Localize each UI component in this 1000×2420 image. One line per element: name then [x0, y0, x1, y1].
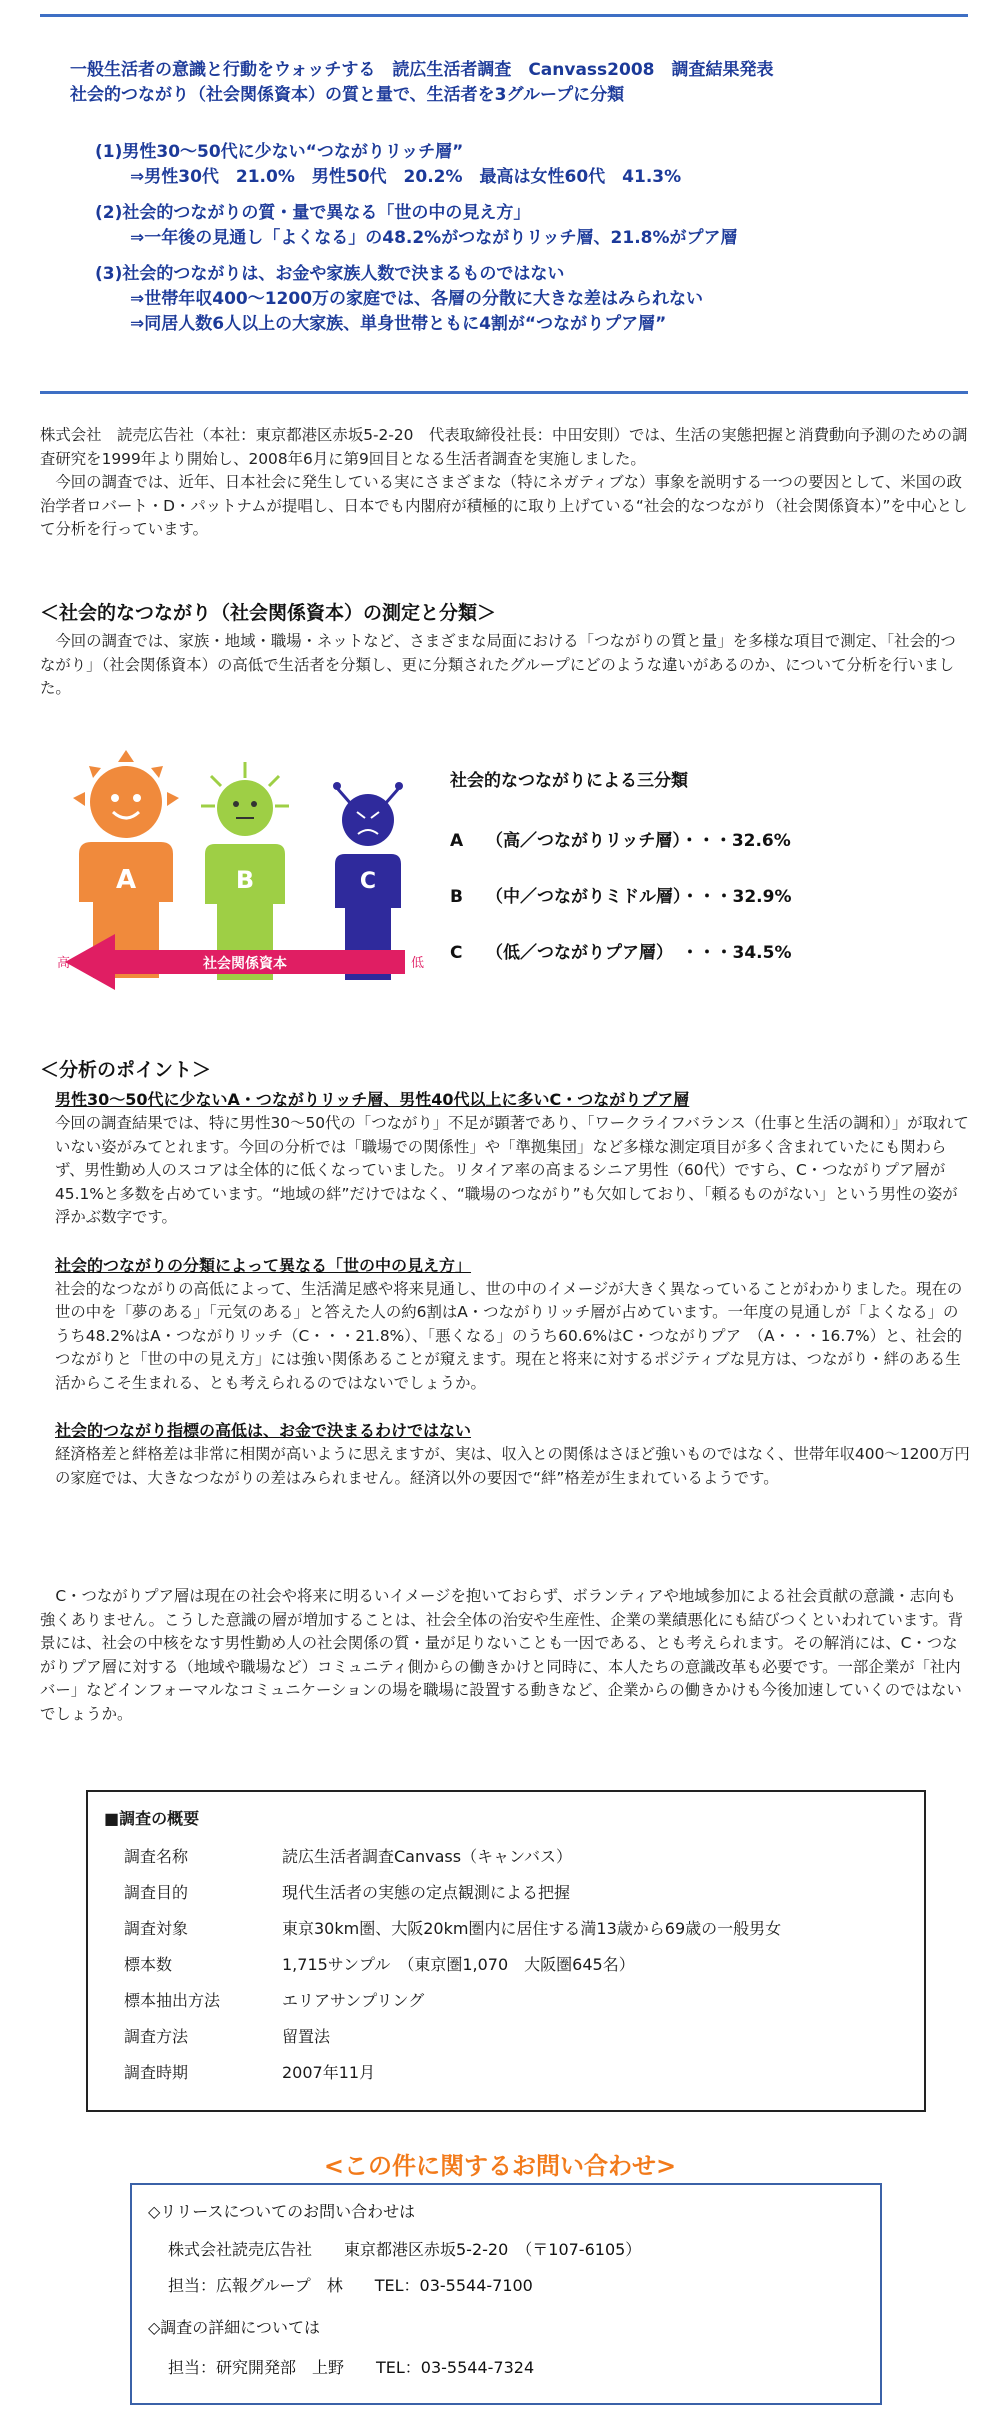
analysis-point-2 — [55, 1254, 970, 1396]
key-point-3 — [95, 262, 975, 337]
closing-text: C・つながりプア層は現在の社会や将来に明るいイメージを抱いておらず、ボランティアや地域参加による社会貢献の意識・志向も強くありません。こうした意識の層が増加することは、社会全体の治安や生産性、企業の業績悪化にも結びつくといわれています。背景には、社会の中核をなす男性勤め人の社会関係の質・量が足りないことも一因である、とも考えられます。その解消には、C・つながりプア層に対する（地域や職場など）コミュニティ側からの働きかけと同時に、本人たちの意識改革も必要です。一部企業が「社内バー」などインフォーマルなコミュニケーションの場を職場に設置する動きなど、企業からの働きかけも今後加速していくのではないでしょうか。 — [40, 1587, 964, 1723]
top-rule — [40, 14, 968, 17]
release-inquiry-heading: ◇リリースについてのお問い合わせは — [148, 2202, 416, 2221]
classification-row-b: B （中／つながりミドル層）・・・32.9% — [450, 887, 792, 907]
key-point-detail: ⇒男性30代 21.0% 男性50代 20.2% 最高は女性60代 41.3% — [130, 167, 682, 187]
inquiry-box — [130, 2183, 882, 2405]
headline-bottom-rule — [40, 391, 968, 394]
analysis-point-body: 経済格差と絆格差は非常に相関が高いように思えますが、実は、収入との関係はさほど強いものではなく、世帯年収400〜1200万円の家庭では、大きなつながりの差はみられません。経済以外の要因で“絆”格差が生まれているようです。 — [55, 1445, 970, 1487]
analysis-point-title: 社会的つながり指標の高低は、お金で決まるわけではない — [55, 1421, 472, 1440]
intro-text — [40, 424, 968, 542]
release-company: 株式会社読売広告社 東京都港区赤坂5-2-20 （〒107-6105） — [168, 2240, 642, 2259]
arrow-label: 社会関係資本 — [203, 956, 287, 972]
key-point-detail: ⇒世帯年収400〜1200万の家庭では、各層の分散に大きな差はみられない — [130, 289, 704, 309]
key-point-title: (3)社会的つながりは、お金や家族人数で決まるものではない — [95, 264, 565, 284]
analysis-point-title: 男性30〜50代に少ないA・つながりリッチ層、男性40代以上に多いC・つながりプア層 — [55, 1090, 690, 1109]
key-point-detail: ⇒一年後の見通し「よくなる」の48.2%がつながりリッチ層、21.8%がプア層 — [130, 228, 738, 248]
headline-line-1: 一般生活者の意識と行動をウォッチする 読広生活者調査 Canvass2008 調査結果発表 — [70, 60, 774, 80]
headline-line-2: 社会的つながり（社会関係資本）の質と量で、生活者を3グループに分類 — [70, 85, 625, 105]
key-points — [95, 140, 975, 348]
overview-row: 調査方法 留置法 — [124, 2027, 331, 2046]
analysis-point-1 — [55, 1088, 970, 1230]
figure-a-person — [73, 750, 179, 978]
overview-title: ■調査の概要 — [104, 1809, 200, 1828]
figure-c-label: C — [359, 869, 377, 894]
section-measurement-text: 今回の調査では、家族・地域・職場・ネットなど、さまざまな局面における「つながりの質と量」を多様な項目で測定、「社会的つながり」（社会関係資本）の高低で生活者を分類し、更に分類されたグループにどのような違いがあるのか、について分析を行いました。 — [40, 632, 956, 697]
classification-title: 社会的なつながりによる三分類 — [450, 771, 688, 791]
analysis-point-body: 社会的なつながりの高低によって、生活満足感や将来見通し、世の中のイメージが大きく異なっていることがわかりました。現在の世の中を「夢のある」「元気のある」と答えた人の約6割はA・つながりリッチ層が占めています。一年度の見通しが「よくなる」のうち48.2%はA・つながりリッチ（C・・・21.8%）、「悪くなる」のうち60.6%はC・つながりプア （A・・・16.7%）と、社会的つながりと「世の中の見え方」には強い関係あることが窺えます。現在と将来に対するポジティブな見方は、つながり・絆のある生活からこそ生まれる、とも考えられるのではないでしょうか。 — [55, 1279, 963, 1392]
overview-row: 標本抽出方法 エリアサンプリング — [124, 1991, 425, 2010]
figure-b-label: B — [235, 866, 255, 894]
detail-inquiry-heading: ◇調査の詳細については — [148, 2318, 320, 2337]
section-heading-measurement: ＜社会的なつながり（社会関係資本）の測定と分類＞ — [40, 602, 497, 624]
figure-a-label: A — [115, 865, 137, 895]
overview-row: 標本数 1,715サンプル （東京圏1,070 大阪圏645名） — [124, 1955, 635, 1974]
key-point-title: (1)男性30〜50代に少ない“つながりリッチ層” — [95, 142, 464, 162]
overview-row: 調査目的 現代生活者の実態の定点観測による把握 — [124, 1883, 571, 1902]
intro-paragraph-2: 今回の調査では、近年、日本社会に発生している実にさまざまな（特にネガティブな）事象を説明する一つの要因として、米国の政治学者ロバート・D・パットナムが提唱し、日本でも内閣府が積極的に取り上げている“社会的なつながり（社会関係資本）”を中心として分析を行っています。 — [40, 473, 968, 538]
social-capital-figure — [55, 738, 435, 1000]
key-point-detail: ⇒同居人数6人以上の大家族、単身世帯ともに4割が“つながりプア層” — [130, 314, 667, 334]
intro-paragraph-1: 株式会社 読売広告社（本社：東京都港区赤坂5-2-20 代表取締役社長：中田安則）では、生活の実態把握と消費動向予測のための調査研究を1999年より開始し、2008年6月に第9回目となる生活者調査を実施しました。 — [40, 426, 968, 468]
key-point-2 — [95, 201, 975, 251]
release-contact: 担当：広報グループ 林 TEL：03-5544-7100 — [168, 2276, 533, 2295]
figure-b-person — [201, 762, 289, 980]
detail-contact: 担当：研究開発部 上野 TEL：03-5544-7324 — [168, 2358, 535, 2377]
analysis-point-title: 社会的つながりの分類によって異なる「世の中の見え方」 — [55, 1255, 472, 1275]
inquiry-title: <この件に関するお問い合わせ> — [323, 2152, 677, 2180]
arrow-low-label: 低 — [411, 956, 425, 971]
overview-row: 調査対象 東京30km圏、大阪20km圏内に居住する満13歳から69歳の一般男女 — [124, 1919, 782, 1938]
headline — [70, 58, 970, 108]
analysis-point-3 — [55, 1419, 970, 1490]
key-point-1 — [95, 140, 975, 190]
overview-row: 調査時期 2007年11月 — [124, 2063, 376, 2082]
classification-row-c: C （低／つながりプア層） ・・・34.5% — [450, 943, 792, 963]
analysis-points — [55, 1088, 970, 1490]
survey-overview-box — [86, 1790, 926, 2112]
key-point-title: (2)社会的つながりの質・量で異なる「世の中の見え方」 — [95, 203, 531, 223]
analysis-point-body: 今回の調査結果では、特に男性30〜50代の「つながり」不足が顕著であり、「ワークライフバランス（仕事と生活の調和）」が取れていない姿がみてとれます。今回の分析では「職場での関係性」や「準拠集団」など多様な測定項目が多く含まれていたにも関わらず、男性勤め人のスコアは全体的に低くなっていました。リタイア率の高まるシニア男性（60代）ですら、C・つながりプア層が45.1%と多数を占めています。“地域の絆”だけではなく、“職場のつながり”も欠如しており、「頼るものがない」という男性の姿が浮かぶ数字です。 — [55, 1114, 969, 1226]
overview-row: 調査名称 読広生活者調査Canvass（キャンバス） — [124, 1847, 572, 1866]
section-heading-analysis: ＜分析のポイント＞ — [40, 1059, 212, 1081]
arrow-high-label: 高 — [57, 956, 71, 971]
classification-row-a: A （高／つながりリッチ層）・・・32.6% — [450, 831, 791, 851]
